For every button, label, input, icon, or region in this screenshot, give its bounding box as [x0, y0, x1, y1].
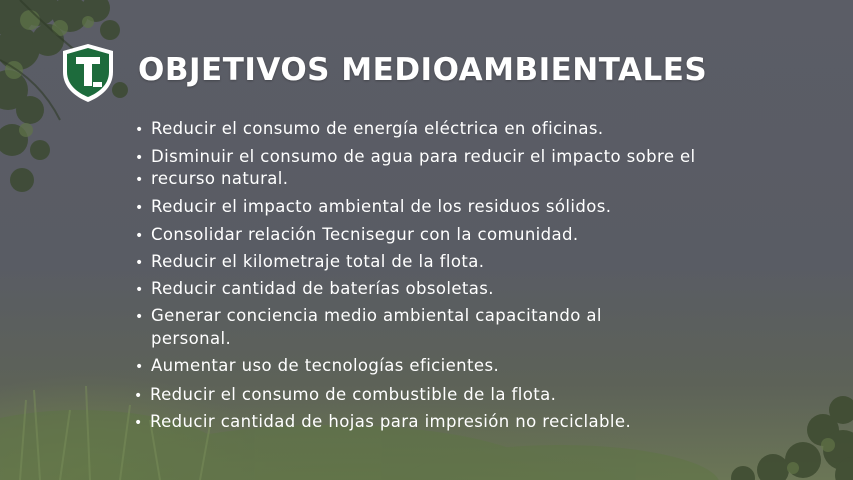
- bullet-icon: •: [134, 388, 143, 404]
- bullet-icon: •: [135, 150, 144, 166]
- bullet-icon: •: [135, 228, 144, 244]
- list-item: Reducir cantidad de baterías obsoletas.: [151, 279, 494, 298]
- list-item: Aumentar uso de tecnologías eficientes.: [151, 356, 500, 375]
- list-item: personal.: [151, 329, 232, 348]
- list-item: Reducir el impacto ambiental de los residuos sólidos.: [151, 197, 612, 216]
- bullet-icon: •: [135, 282, 144, 298]
- list-item: Reducir el consumo de combustible de la flota.: [150, 385, 557, 404]
- list-item: Disminuir el consumo de agua para reducir el impacto sobre el: [151, 147, 696, 166]
- list-item: Consolidar relación Tecnisegur con la comunidad.: [151, 225, 579, 244]
- list-item: Reducir el kilometraje total de la flota.: [151, 252, 485, 271]
- bullet-icon: •: [135, 122, 144, 138]
- bullet-icon: •: [135, 200, 144, 216]
- page-title: OBJETIVOS MEDIOAMBIENTALES: [138, 52, 708, 88]
- list-item: Reducir cantidad de hojas para impresión no reciclable.: [150, 412, 632, 431]
- bullet-icon: •: [135, 172, 144, 188]
- list-item: Reducir el consumo de energía eléctrica en oficinas.: [151, 119, 604, 138]
- bullet-icon: •: [135, 309, 144, 325]
- bullet-icon: •: [134, 415, 143, 431]
- bullet-icon: •: [135, 255, 144, 271]
- list-item: Generar conciencia medio ambiental capacitando al: [151, 306, 602, 325]
- list-item: recurso natural.: [151, 169, 289, 188]
- bullet-icon: •: [135, 359, 144, 375]
